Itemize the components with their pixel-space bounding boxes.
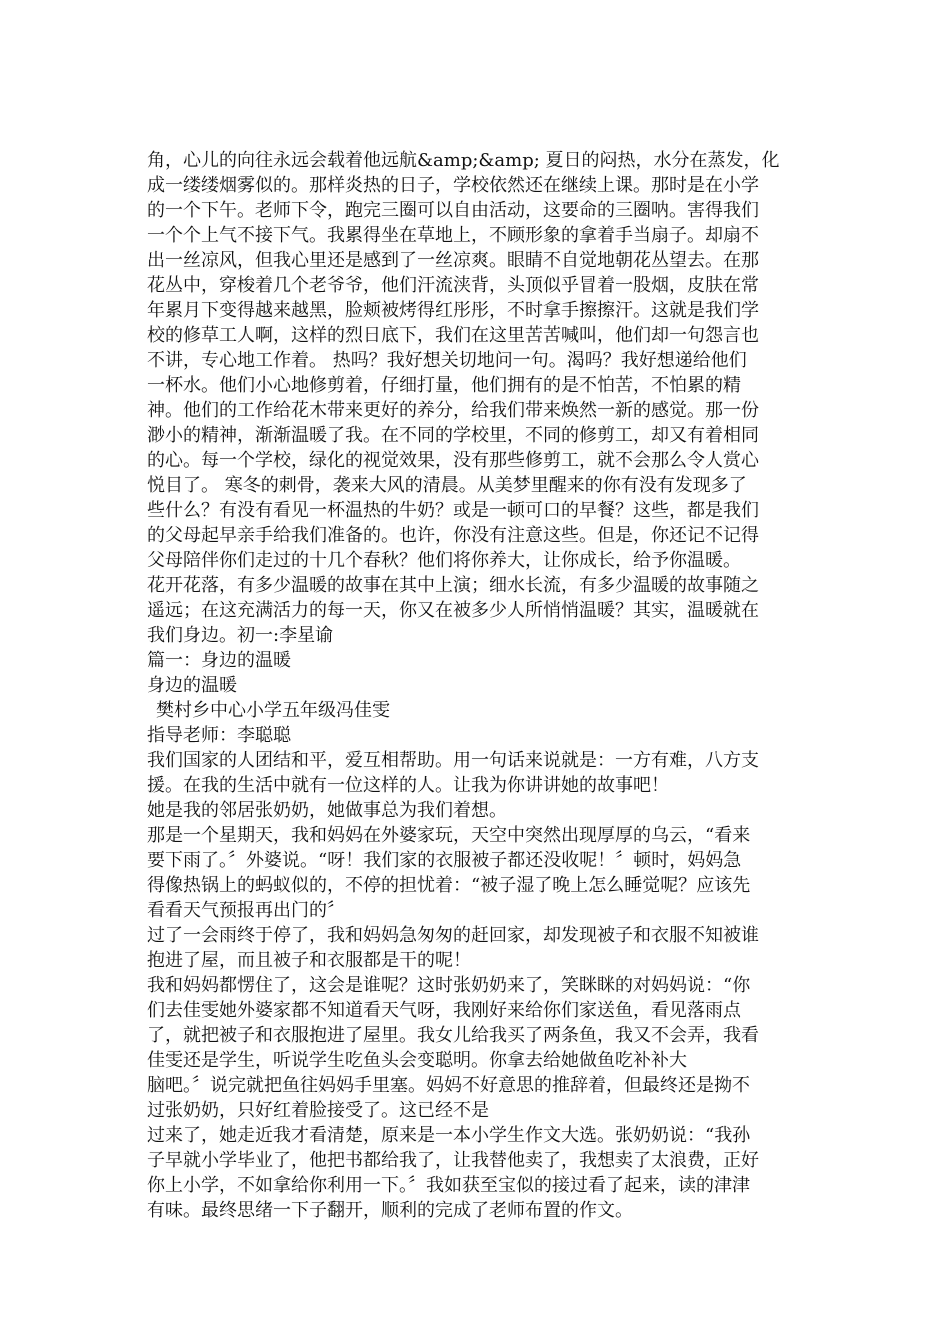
text-line: 脑吧。〞说完就把鱼往妈妈手里塞。妈妈不好意思的推辞着，但最终还是拗不 <box>147 1075 750 1096</box>
text-line: 她是我的邻居张奶奶，她做事总为我们着想。 <box>147 800 507 821</box>
text-line: 的父母起早亲手给我们准备的。也许，你没有注意这些。但是，你还记不记得 <box>147 525 759 546</box>
text-line: 一个个上气不接下气。我累得坐在草地上，不顾形象的拿着手当扇子。却扇不 <box>147 225 759 246</box>
text-line: 佳雯还是学生，听说学生吃鱼头会变聪明。你拿去给她做鱼吃补补大 <box>147 1050 687 1071</box>
text-line: 遥远；在这充满活力的每一天，你又在被多少人所悄悄温暖？其实，温暖就在 <box>147 600 759 621</box>
text-line: 你上小学，不如拿给你利用一下。〞我如获至宝似的接过看了起来，读的津津 <box>147 1175 750 1196</box>
advisor-line: 指导老师：李聪聪 <box>147 725 291 746</box>
text-line: 一杯水。他们小心地修剪着，仔细打量，他们拥有的是不怕苦，不怕累的精 <box>147 375 741 396</box>
text-line: 花丛中，穿梭着几个老爷爷，他们汗流浃背，头顶似乎冒着一股烟，皮肤在常 <box>147 275 759 296</box>
document-page <box>147 148 807 1223</box>
text-line: 成一缕缕烟雾似的。那样炎热的日子，学校依然还在继续上课。那时是在小学 <box>147 175 759 196</box>
text-line: 过来了，她走近我才看清楚，原来是一本小学生作文大选。张奶奶说：“我孙 <box>147 1125 751 1146</box>
text-line: 些什么？有没有看见一杯温热的牛奶？或是一顿可口的早餐？这些，都是我们 <box>147 500 759 521</box>
text-line: 年累月下变得越来越黑，脸颊被烤得红彤彤，不时拿手擦擦汗。这就是我们学 <box>147 300 759 321</box>
text-line: 我和妈妈都愣住了，这会是谁呢？这时张奶奶来了，笑眯眯的对妈妈说：“你 <box>147 975 751 996</box>
text-line: 们去佳雯她外婆家都不知道看天气呀，我刚好来给你们家送鱼，看见落雨点 <box>147 1000 741 1021</box>
author-line: 我们身边。初一:李星谕 <box>147 625 334 646</box>
text-line: 的一个下午。老师下令，跑完三圈可以自由活动，这要命的三圈呐。害得我们 <box>147 200 759 221</box>
text-line: 神。他们的工作给花木带来更好的养分，给我们带来焕然一新的感觉。那一份 <box>147 400 759 421</box>
author-school: 樊村乡中心小学五年级冯佳雯 <box>156 700 390 721</box>
essay-title: 身边的温暖 <box>147 675 237 696</box>
text-line: 渺小的精神，渐渐温暖了我。在不同的学校里，不同的修剪工，却又有着相同 <box>147 425 759 446</box>
text-line: 有味。最终思绪一下子翻开，顺利的完成了老师布置的作文。 <box>147 1200 633 1221</box>
text-line: 援。在我的生活中就有一位这样的人。让我为你讲讲她的故事吧！ <box>147 775 669 796</box>
text-line: 过张奶奶，只好红着脸接受了。这已经不是 <box>147 1100 489 1121</box>
text-line: 那是一个星期天，我和妈妈在外婆家玩，天空中突然出现厚厚的乌云，“看来 <box>147 825 751 846</box>
text-line: 看看天气预报再出门的〞 <box>147 900 345 921</box>
text-line: 要下雨了。〞外婆说。“呀！我们家的衣服被子都还没收呢！〞顿时，妈妈急 <box>147 850 742 871</box>
text-line: 花开花落，有多少温暖的故事在其中上演；细水长流，有多少温暖的故事随之 <box>147 575 759 596</box>
text-line: 不讲，专心地工作着。 热吗？我好想关切地问一句。渴吗？我好想递给他们 <box>147 350 747 371</box>
text-line: 的心。每一个学校，绿化的视觉效果，没有那些修剪工，就不会那么令人赏心 <box>147 450 759 471</box>
section-heading: 篇一：身边的温暖 <box>147 650 291 671</box>
text-line: 过了一会雨终于停了，我和妈妈急匆匆的赶回家，却发现被子和衣服不知被谁 <box>147 925 759 946</box>
text-line: 出一丝凉风，但我心里还是感到了一丝凉爽。眼睛不自觉地朝花丛望去。在那 <box>147 250 759 271</box>
text-line: 角，心儿的向往永远会载着他远航&amp;&amp; 夏日的闷热，水分在蒸发，化 <box>147 150 780 171</box>
text-line: 子早就小学毕业了，他把书都给我了，让我替他卖了，我想卖了太浪费，正好 <box>147 1150 759 1171</box>
text-line: 悦目了。 寒冬的刺骨，袭来大风的清晨。从美梦里醒来的你有没有发现多了 <box>147 475 747 496</box>
text-line: 抱进了屋，而且被子和衣服都是干的呢！ <box>147 950 471 971</box>
text-line: 校的修草工人啊，这样的烈日底下，我们在这里苦苦喊叫，他们却一句怨言也 <box>147 325 759 346</box>
text-line: 父母陪伴你们走过的十几个春秋？他们将你养大，让你成长，给予你温暖。 <box>147 550 741 571</box>
text-line: 了，就把被子和衣服抱进了屋里。我女儿给我买了两条鱼，我又不会弄，我看 <box>147 1025 759 1046</box>
text-line: 我们国家的人团结和平，爱互相帮助。用一句话来说就是：一方有难，八方支 <box>147 750 759 771</box>
text-line: 得像热锅上的蚂蚁似的，不停的担忧着：“被子湿了晚上怎么睡觉呢？应该先 <box>147 875 751 896</box>
